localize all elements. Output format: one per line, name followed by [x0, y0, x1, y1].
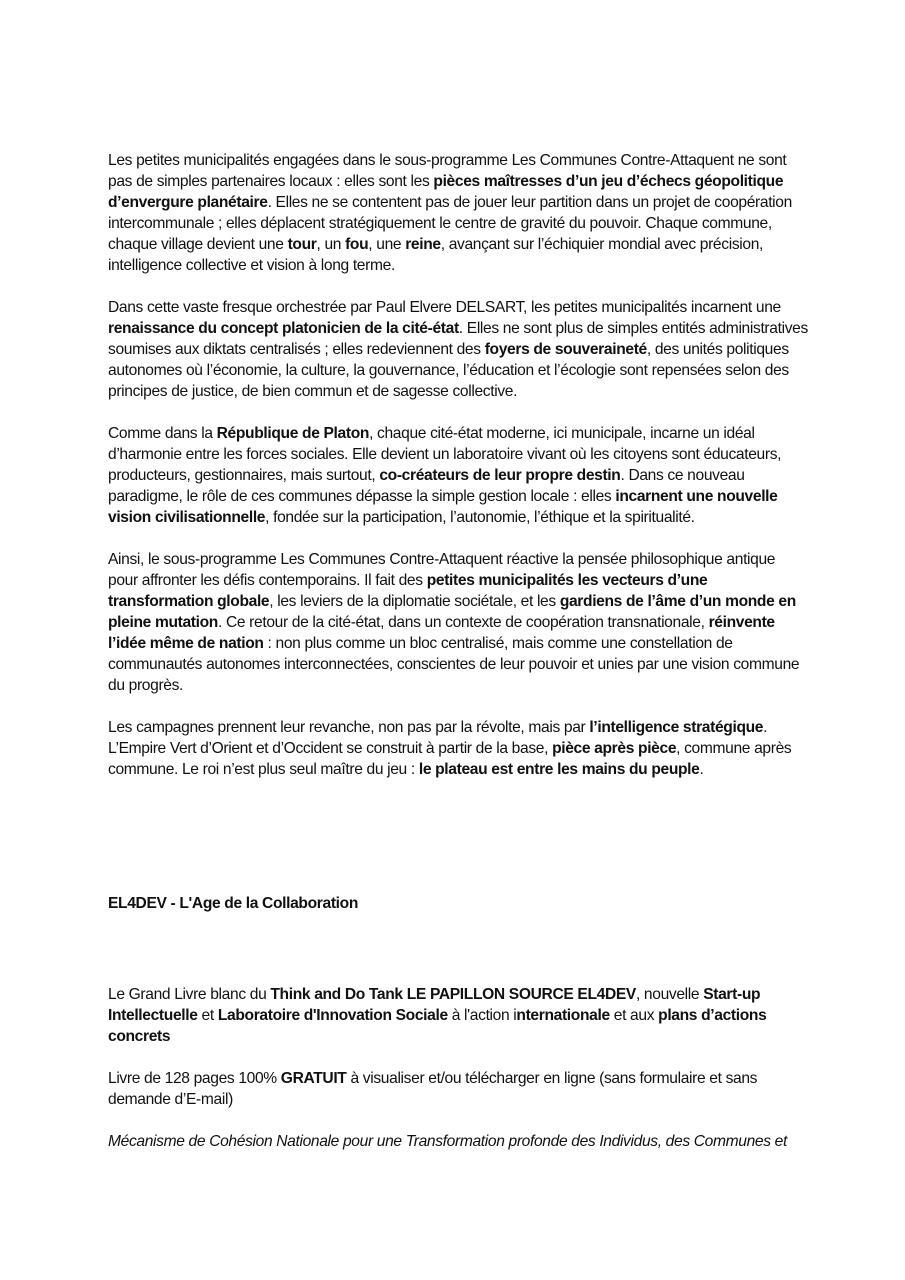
paragraph-revenge: [108, 717, 808, 780]
text-run: . L’Empire Vert d’Orient et d’Occident se construit à partir de la base,: [108, 719, 768, 757]
bold-run: renaissance du concept platonicien de la cité-état: [108, 320, 459, 337]
paragraph-free-book: [108, 1068, 808, 1110]
paragraph-transformation: [108, 549, 808, 696]
document-page: [108, 150, 808, 1152]
text-run: Ainsi, le sous-programme Les Communes Contre-Attaquent réactive la pensée philosophique antique pour affronter les défis contemporains. Il fait des: [108, 551, 776, 589]
bold-run: plans d’actions concrets: [108, 1007, 767, 1045]
text-run: , une: [368, 236, 406, 253]
bold-run: co-créateurs de leur propre destin: [379, 467, 621, 484]
text-run: Le Grand Livre blanc du: [108, 986, 271, 1003]
paragraph-city-state: [108, 297, 808, 402]
bold-run: foyers de souveraineté: [484, 341, 647, 358]
bold-run: tour: [287, 236, 317, 253]
bold-run: réinvente l’idée même de nation: [108, 614, 775, 652]
text-run: Livre de 128 pages 100%: [108, 1070, 281, 1087]
text-run: , fondée sur la participation, l’autonomie, l’éthique et la spiritualité.: [265, 509, 695, 526]
text-run: Les campagnes prennent leur revanche, non pas par la révolte, mais par: [108, 719, 590, 736]
text-run: Comme dans la: [108, 425, 217, 442]
text-run: .: [699, 761, 704, 778]
text-run: Les petites municipalités engagées dans le sous-programme Les Communes Contre-Attaquent ne sont pas de simples partenaires locaux : elles sont les: [108, 152, 787, 190]
text-run: . Ce retour de la cité-état, dans un contexte de coopération transnationale,: [217, 614, 709, 631]
bold-run: petites municipalités les vecteurs d’une transformation globale: [108, 572, 708, 610]
bold-run: République de Platon: [216, 425, 370, 442]
text-run: Dans cette vaste fresque orchestrée par Paul Elvere DELSART, les petites municipalités incarnent une: [108, 299, 781, 316]
bold-run: Laboratoire d'Innovation Sociale: [217, 1007, 448, 1024]
paragraph-mechanism: Mécanisme de Cohésion Nationale pour une Transformation profonde des Individus, des Communes et: [108, 1133, 787, 1150]
text-run: à visualiser et/ou télécharger en ligne (sans formulaire et sans demande d’E-mail): [108, 1070, 758, 1108]
text-run: . Elles ne sont plus de simples entités administratives soumises aux diktats centralisés ; elles redeviennent des: [108, 320, 808, 358]
text-run: , chaque cité-état moderne, ici municipale, incarne un idéal d’harmonie entre les forces sociales. Elle devient un laboratoire vivant où les citoyens sont éducateurs, producteurs, gestionnaires, mais surtout,: [108, 425, 782, 484]
bold-run: fou: [345, 236, 369, 253]
text-run: , nouvelle: [635, 986, 704, 1003]
section-heading: EL4DEV - L'Age de la Collaboration: [108, 895, 359, 912]
text-run: , un: [316, 236, 346, 253]
text-run: , avançant sur l’échiquier mondial avec précision, intelligence collective et vision à long terme.: [108, 236, 764, 274]
bold-run: l’intelligence stratégique: [589, 719, 764, 736]
paragraph-chess-metaphor: [108, 150, 808, 276]
bold-run: nternationale: [516, 1007, 610, 1024]
bold-run: reine: [405, 236, 441, 253]
text-run: et: [197, 1007, 218, 1024]
text-run: . Dans ce nouveau paradigme, le rôle de ces communes dépasse la simple gestion locale : elles: [108, 467, 745, 505]
text-run: , commune après commune. Le roi n’est plus seul maître du jeu :: [108, 740, 792, 778]
bold-run: pièces maîtresses d’un jeu d’échecs géopolitique d’envergure planétaire: [108, 173, 784, 211]
bold-run: gardiens de l’âme d’un monde en pleine mutation: [108, 593, 796, 631]
text-run: . Elles ne se contentent pas de jouer leur partition dans un projet de coopération intercommunale ; elles déplacent stratégiquement le centre de gravité du pouvoir. Chaque commune, chaque village devient une: [108, 194, 792, 253]
paragraph-white-book: [108, 984, 808, 1047]
text-run: : non plus comme un bloc centralisé, mais comme une constellation de communautés autonomes interconnectées, conscientes de leur pouvoir et unies par une vision commune du progrès.: [108, 635, 800, 694]
text-run: , les leviers de la diplomatie sociétale, et les: [269, 593, 560, 610]
text-run: à l'action i: [447, 1007, 517, 1024]
bold-run: GRATUIT: [280, 1070, 347, 1087]
bold-run: Start-up Intellectuelle: [108, 986, 761, 1024]
text-run: , des unités politiques autonomes où l’économie, la culture, la gouvernance, l’éducation et l’écologie sont repensées selon des principes de justice, de bien commun et de sagesse collective.: [108, 341, 789, 400]
bold-run: le plateau est entre les mains du peuple: [418, 761, 700, 778]
bold-run: incarnent une nouvelle vision civilisationnelle: [108, 488, 778, 526]
bold-run: pièce après pièce: [552, 740, 677, 757]
bold-run: Think and Do Tank LE PAPILLON SOURCE EL4DEV: [270, 986, 636, 1003]
text-run: et aux: [609, 1007, 659, 1024]
paragraph-republic-of-plato: [108, 423, 808, 528]
